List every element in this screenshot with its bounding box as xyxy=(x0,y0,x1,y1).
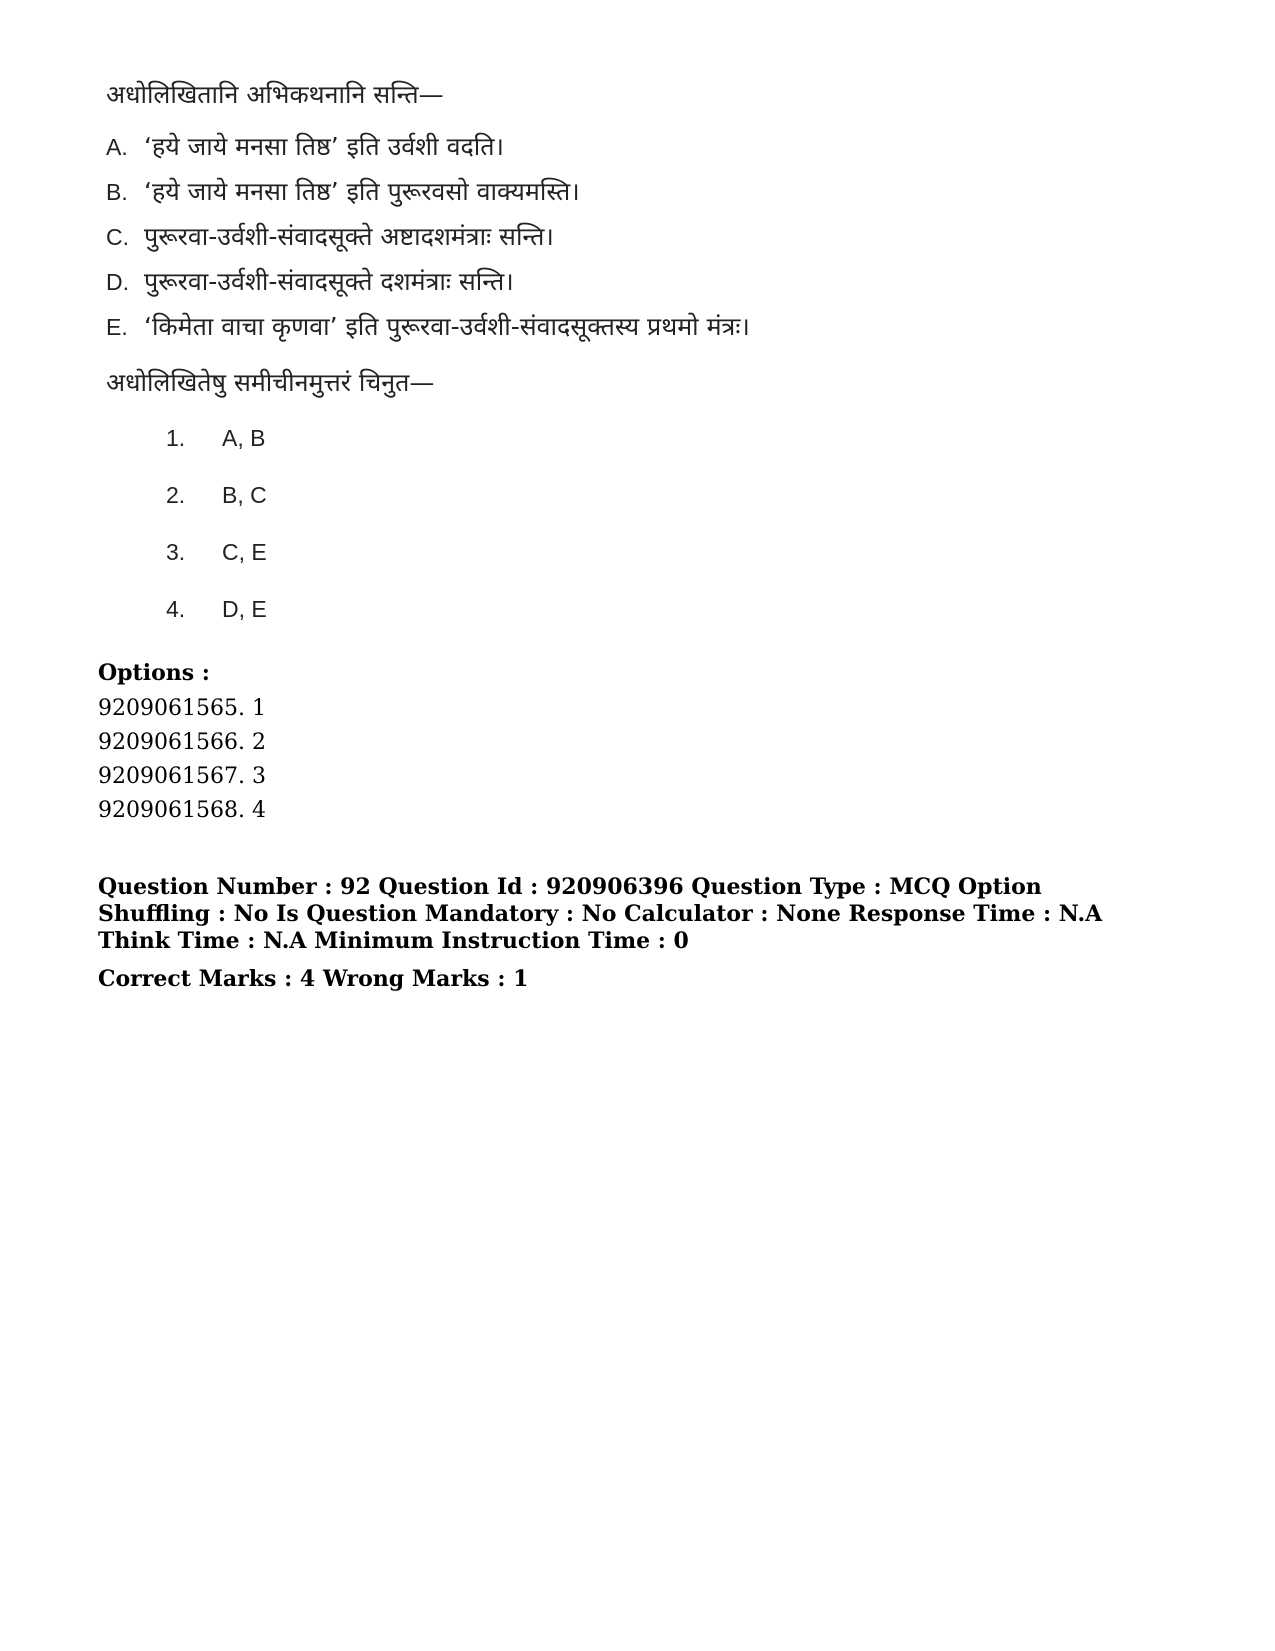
statement-d xyxy=(106,259,750,304)
statement-key: E. xyxy=(106,314,128,340)
statement-key: A. xyxy=(106,134,128,160)
question-meta: Question Number : 92 Question Id : 920906396 Question Type : MCQ Option Shuffling : No Is Question Mandatory : No Calculator : None Response Time : N.A Think Time : N.A Minimum Instruction Time : 0 xyxy=(98,874,1103,954)
statement-text: पुरूरवा-उर्वशी-संवादसूक्ते दशमंत्राः सन्ति। xyxy=(144,267,514,296)
question-image xyxy=(96,70,816,640)
statement-key: C. xyxy=(106,224,129,250)
marks-info: Correct Marks : 4 Wrong Marks : 1 xyxy=(98,966,529,992)
choice-4 xyxy=(166,581,267,638)
question-intro: अधोलिखितानि अभिकथनानि सन्ति— xyxy=(106,80,444,109)
statement-c xyxy=(106,214,750,259)
statement-text: ‘हये जाये मनसा तिष्ठ’ इति पुरूरवसो वाक्यमस्ति। xyxy=(144,177,580,206)
choice-text: A, B xyxy=(222,425,266,451)
option-item: 9209061566. 2 xyxy=(98,730,266,755)
statement-text: ‘हये जाये मनसा तिष्ठ’ इति उर्वशी वदति। xyxy=(144,132,504,161)
statement-text: पुरूरवा-उर्वशी-संवादसूक्ते अष्टादशमंत्राः सन्ति। xyxy=(144,222,554,251)
statement-list xyxy=(106,124,750,349)
choice-list xyxy=(166,410,267,638)
choice-3 xyxy=(166,524,267,581)
options-list xyxy=(98,692,266,828)
option-item: 9209061568. 4 xyxy=(98,798,266,823)
choice-text: D, E xyxy=(222,596,267,622)
question-prompt: अधोलिखितेषु समीचीनमुत्तरं चिनुत— xyxy=(106,368,435,397)
choice-1 xyxy=(166,410,267,467)
statement-text: ‘किमेता वाचा कृणवा’ इति पुरूरवा-उर्वशी-संवादसूक्तस्य प्रथमो मंत्रः। xyxy=(144,312,750,341)
choice-2 xyxy=(166,467,267,524)
statement-a xyxy=(106,124,750,169)
choice-text: B, C xyxy=(222,482,267,508)
choice-number: 2. xyxy=(166,482,186,508)
choice-number: 4. xyxy=(166,596,186,622)
statement-e xyxy=(106,304,750,349)
choice-number: 3. xyxy=(166,539,186,565)
statement-key: B. xyxy=(106,179,128,205)
statement-key: D. xyxy=(106,269,129,295)
statement-b xyxy=(106,169,750,214)
option-item: 9209061567. 3 xyxy=(98,764,266,789)
choice-number: 1. xyxy=(166,425,186,451)
option-item: 9209061565. 1 xyxy=(98,696,266,721)
choice-text: C, E xyxy=(222,539,267,565)
options-heading: Options : xyxy=(98,660,210,686)
